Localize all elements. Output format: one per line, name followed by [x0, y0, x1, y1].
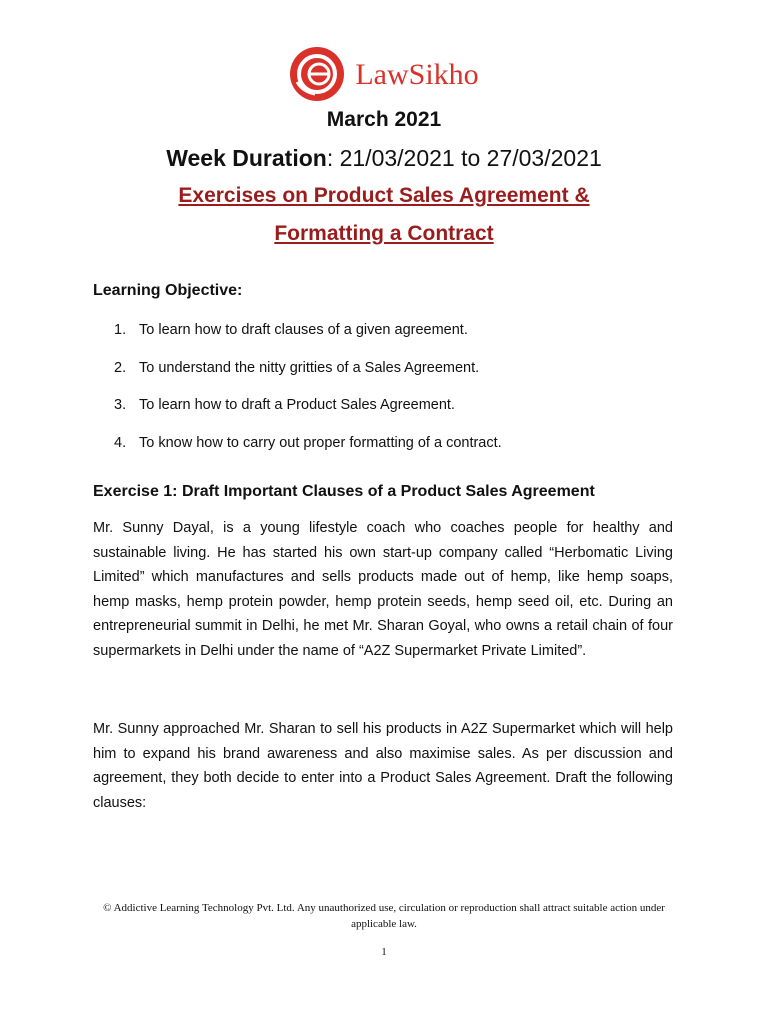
learning-objective-heading: Learning Objective: — [93, 282, 243, 299]
list-item — [114, 322, 502, 360]
list-item — [114, 397, 502, 435]
list-item-number: 2. — [114, 359, 127, 376]
list-item-text: To know how to carry out proper formatting of a contract. — [139, 434, 502, 451]
list-item-number: 3. — [114, 397, 127, 413]
objective-list — [114, 322, 502, 472]
list-item-text: To learn how to draft clauses of a given agreement. — [139, 322, 468, 338]
document-title-line-1: Exercises on Product Sales Agreement & — [178, 184, 590, 207]
list-item — [114, 435, 502, 473]
exercise-1-paragraph-1: Mr. Sunny Dayal, is a young lifestyle coach who coaches people for healthy and sustainable living. He has started his own start-up company called “Herbomatic Living Limited” which manufactures and sells products made out of hemp, like hemp soaps, hemp masks, hemp protein powder, hemp protein seeds, hemp seed oil, etc. During an entrepreneurial summit in Delhi, he met Mr. Sharan Goyal, who owns a retail chain of four supermarkets in Delhi under the name of “A2Z Supermarket Private Limited”. — [93, 520, 673, 659]
list-item-text: To learn how to draft a Product Sales Agreement. — [139, 397, 455, 413]
list-item — [114, 360, 502, 398]
list-item-text: To understand the nitty gritties of a Sales Agreement. — [139, 359, 480, 376]
week-duration-value: : 21/03/2021 to 27/03/2021 — [326, 145, 602, 171]
brand-name: LawSikho — [355, 58, 479, 91]
month-heading: March 2021 — [326, 108, 442, 131]
copyright-footer: © Addictive Learning Technology Pvt. Ltd. Any unauthorized use, circulation or reproduction shall attract suitable action under applicable law. — [103, 902, 665, 930]
week-duration-label: Week Duration — [166, 145, 327, 171]
document-title-line-2: Formatting a Contract — [274, 222, 494, 245]
week-duration — [0, 145, 768, 172]
list-item-number: 4. — [114, 434, 127, 451]
exercise-1-paragraph-2: Mr. Sunny approached Mr. Sharan to sell his products in A2Z Supermarket which will help him to expand his brand awareness and also maximise sales. As per discussion and agreement, they both decide to enter into a Product Sales Agreement. Draft the following clauses: — [93, 721, 673, 811]
exercise-1-heading: Exercise 1: Draft Important Clauses of a Product Sales Agreement — [93, 483, 595, 500]
page-number: 1 — [381, 946, 387, 958]
list-item-number: 1. — [114, 322, 127, 338]
brand-header — [0, 46, 768, 102]
lawsikho-logo-icon — [289, 46, 345, 102]
